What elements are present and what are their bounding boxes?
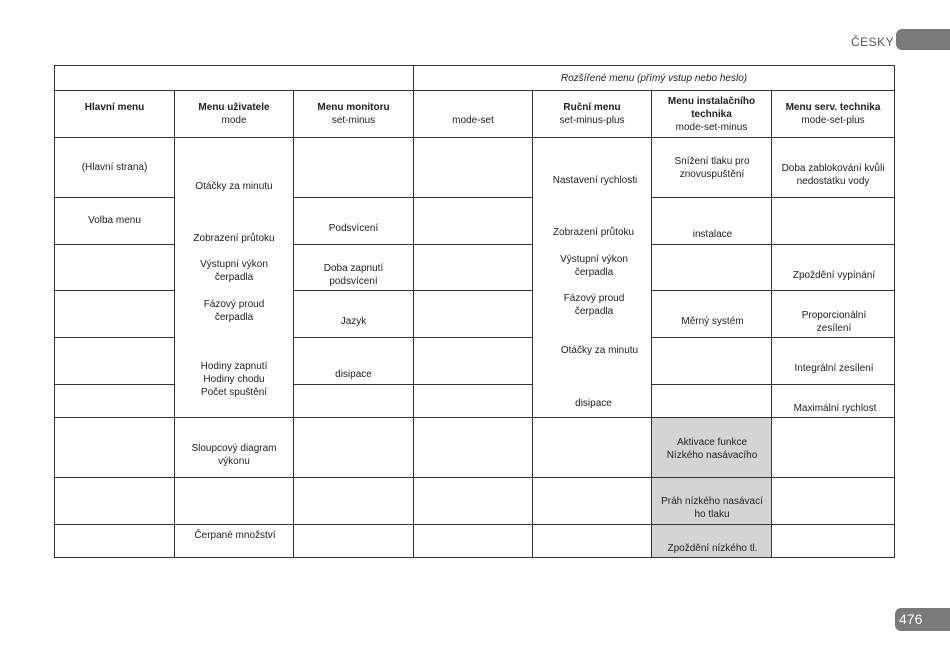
- manual-menu-item: disipace: [575, 397, 612, 409]
- column-header-installer: [652, 91, 771, 137]
- extended-menu-header: Rozšířené menu (přímý vstup nebo heslo): [560, 72, 748, 84]
- table-line: [174, 90, 175, 557]
- installer-menu-item: Zpoždění nízkého tl.: [667, 542, 758, 554]
- column-subtitle: mode-set: [452, 115, 494, 126]
- monitor-menu-item: Doba zapnutí podsvícení: [323, 263, 384, 287]
- service-menu-item: Doba zablokování kvůli nedostatku vody: [781, 163, 885, 187]
- service-menu-item: Proporcionální zesílení: [801, 310, 867, 334]
- manual-menu-item: Nastavení rychlosti: [552, 174, 638, 186]
- table-line: [54, 417, 895, 418]
- table-line: [54, 557, 895, 558]
- main-menu-item: Volba menu: [88, 215, 141, 226]
- column-subtitle: mode-set-minus: [675, 122, 748, 133]
- user-menu-item: Výstupní výkon čerpadla: [200, 259, 268, 283]
- installer-menu-item: Práh nízkého nasávací ho tlaku: [661, 496, 763, 520]
- user-menu-item: Sloupcový diagram výkonu: [191, 443, 277, 467]
- service-menu-item: Zpoždění vypínání: [792, 269, 876, 281]
- table-line: [54, 137, 895, 138]
- table-line: [54, 290, 175, 291]
- column-header-main: [55, 91, 174, 137]
- language-label: ČESKY: [851, 35, 895, 49]
- user-menu-item: Otáčky za minutu: [195, 180, 273, 192]
- page-number: 476: [899, 611, 923, 627]
- table-line: [652, 337, 895, 338]
- column-title: Menu monitoru: [317, 102, 390, 113]
- manual-menu-item: Otáčky za minutu: [560, 344, 639, 356]
- table-line: [54, 477, 895, 478]
- column-header-mode-set: [414, 91, 532, 137]
- monitor-menu-item: Podsvícení: [328, 222, 379, 234]
- table-line: [652, 244, 895, 245]
- installer-menu-item: Aktivace funkce Nízkého nasávacího: [666, 437, 758, 461]
- column-subtitle: mode-set-plus: [801, 115, 865, 126]
- table-line: [54, 384, 175, 385]
- manual-menu-item: Zobrazení průtoku: [552, 226, 635, 238]
- column-title: Menu serv. technika: [785, 102, 881, 113]
- user-menu-item: Fázový proud čerpadla: [203, 299, 265, 323]
- column-subtitle: set-minus: [331, 115, 376, 126]
- installer-menu-item: Měrný systém: [681, 315, 744, 327]
- column-title: Ruční menu: [563, 102, 621, 113]
- table-line: [532, 90, 533, 557]
- column-subtitle: mode: [221, 115, 247, 126]
- column-title: Menu instalačního technika: [667, 96, 756, 120]
- table-line: [652, 384, 895, 385]
- table-line: [54, 524, 895, 525]
- table-line: [54, 244, 175, 245]
- installer-menu-item: Snížení tlaku pro znovuspuštění: [674, 156, 750, 180]
- service-menu-item: Maximální rychlost: [793, 402, 877, 414]
- user-menu-item: Zobrazení průtoku: [193, 232, 275, 244]
- column-header-service: [772, 91, 894, 137]
- column-header-user: [175, 91, 293, 137]
- column-title: Menu uživatele: [198, 102, 270, 113]
- manual-menu-item: Výstupní výkon čerpadla: [560, 254, 628, 278]
- manual-menu-item: Fázový proud čerpadla: [563, 293, 625, 317]
- installer-menu-item: instalace: [692, 228, 733, 240]
- service-menu-item: Integrální zesílení: [794, 362, 874, 374]
- user-menu-item: Čerpané množství: [194, 529, 276, 541]
- table-line: [652, 290, 895, 291]
- monitor-menu-item: Jazyk: [340, 315, 367, 327]
- column-header-manual: [533, 91, 651, 137]
- table-line: [894, 65, 895, 557]
- column-subtitle: set-minus-plus: [559, 115, 625, 126]
- column-title: Hlavní menu: [84, 102, 145, 113]
- monitor-menu-item: disipace: [335, 368, 372, 380]
- column-header-monitor: [294, 91, 413, 137]
- table-line: [413, 65, 414, 557]
- main-menu-item: (Hlavní strana): [81, 162, 148, 173]
- user-menu-item: Hodiny zapnutí Hodiny chodu Počet spuštění: [200, 360, 268, 398]
- table-line: [652, 197, 895, 198]
- table-line: [54, 337, 175, 338]
